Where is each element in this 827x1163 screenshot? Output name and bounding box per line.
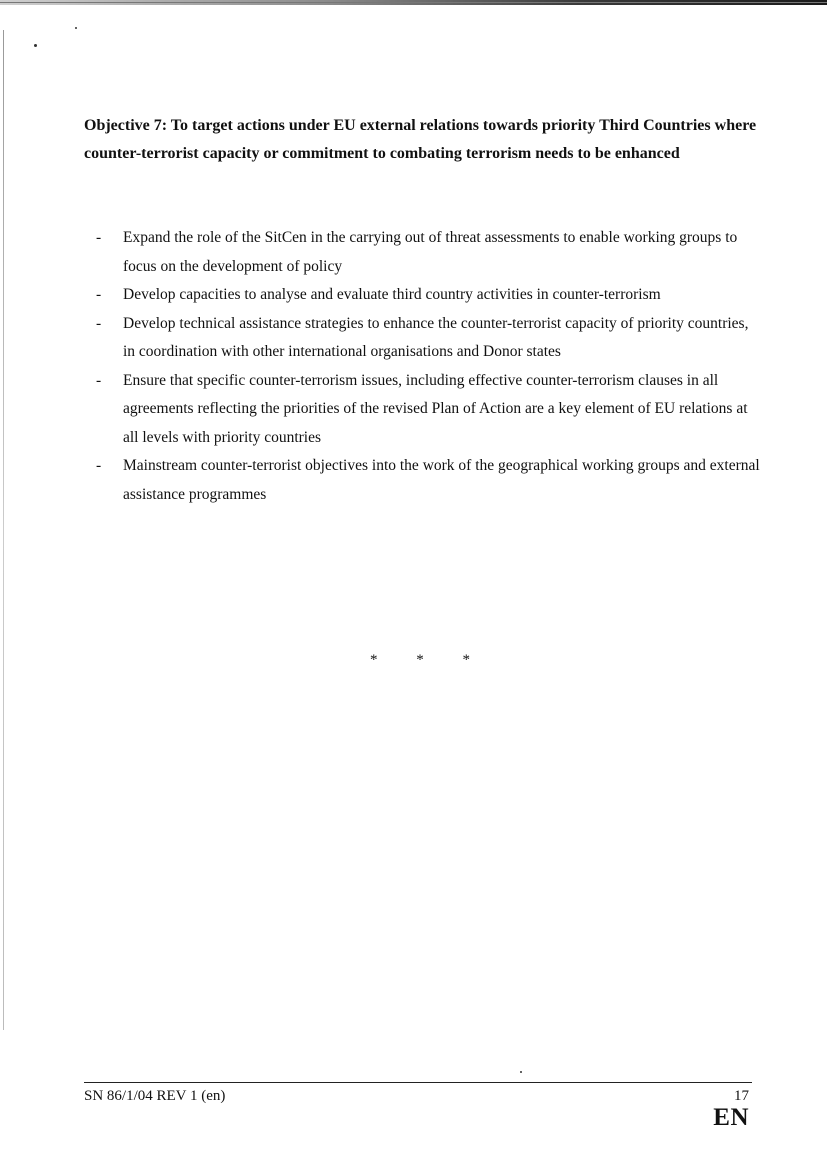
action-list (84, 224, 764, 509)
list-item (84, 452, 764, 509)
list-item (84, 224, 764, 281)
list-dash: - (96, 229, 102, 246)
language-code: EN (713, 1104, 749, 1131)
list-dash: - (96, 371, 102, 389)
page-number: 17 (734, 1088, 749, 1104)
list-dash: - (96, 314, 102, 332)
scan-top-line (0, 2, 827, 3)
list-item-text: Mainstream counter-terrorist objectives into the work of the geographical working groups and external assistance programmes (123, 457, 760, 503)
separator-star: * (462, 652, 470, 668)
list-dash: - (96, 457, 102, 474)
list-item-text: Ensure that specific counter-terrorism issues, including effective counter-terrorism clauses in all agreements reflecting the priorities of the revised Plan of Action are a key element of EU relations at all levels with priority countries (123, 371, 748, 446)
separator-star: * (416, 652, 424, 668)
scan-left-edge (3, 30, 4, 1030)
list-item-text: Develop technical assistance strategies to enhance the counter-terrorist capacity of priority countries, in coordination with other international organisations and Donor states (123, 314, 749, 360)
footer-divider (84, 1082, 752, 1083)
section-separator (370, 652, 470, 669)
scan-speck (520, 1071, 522, 1073)
list-item-text: Expand the role of the SitCen in the carrying out of threat assessments to enable working groups to focus on the development of policy (123, 229, 738, 275)
separator-star: * (370, 652, 378, 668)
list-item-text: Develop capacities to analyse and evaluate third country activities in counter-terrorism (123, 286, 661, 303)
list-item (84, 367, 764, 453)
list-item (84, 281, 764, 310)
scan-speck (75, 27, 77, 29)
document-reference: SN 86/1/04 REV 1 (en) (84, 1088, 226, 1104)
list-dash: - (96, 286, 102, 303)
scan-speck (34, 44, 37, 47)
objective-heading: Objective 7: To target actions under EU external relations towards priority Third Countries where counter-terrorist capacity or commitment to combating terrorism needs to be enhanced (84, 117, 757, 162)
list-item (84, 310, 764, 367)
